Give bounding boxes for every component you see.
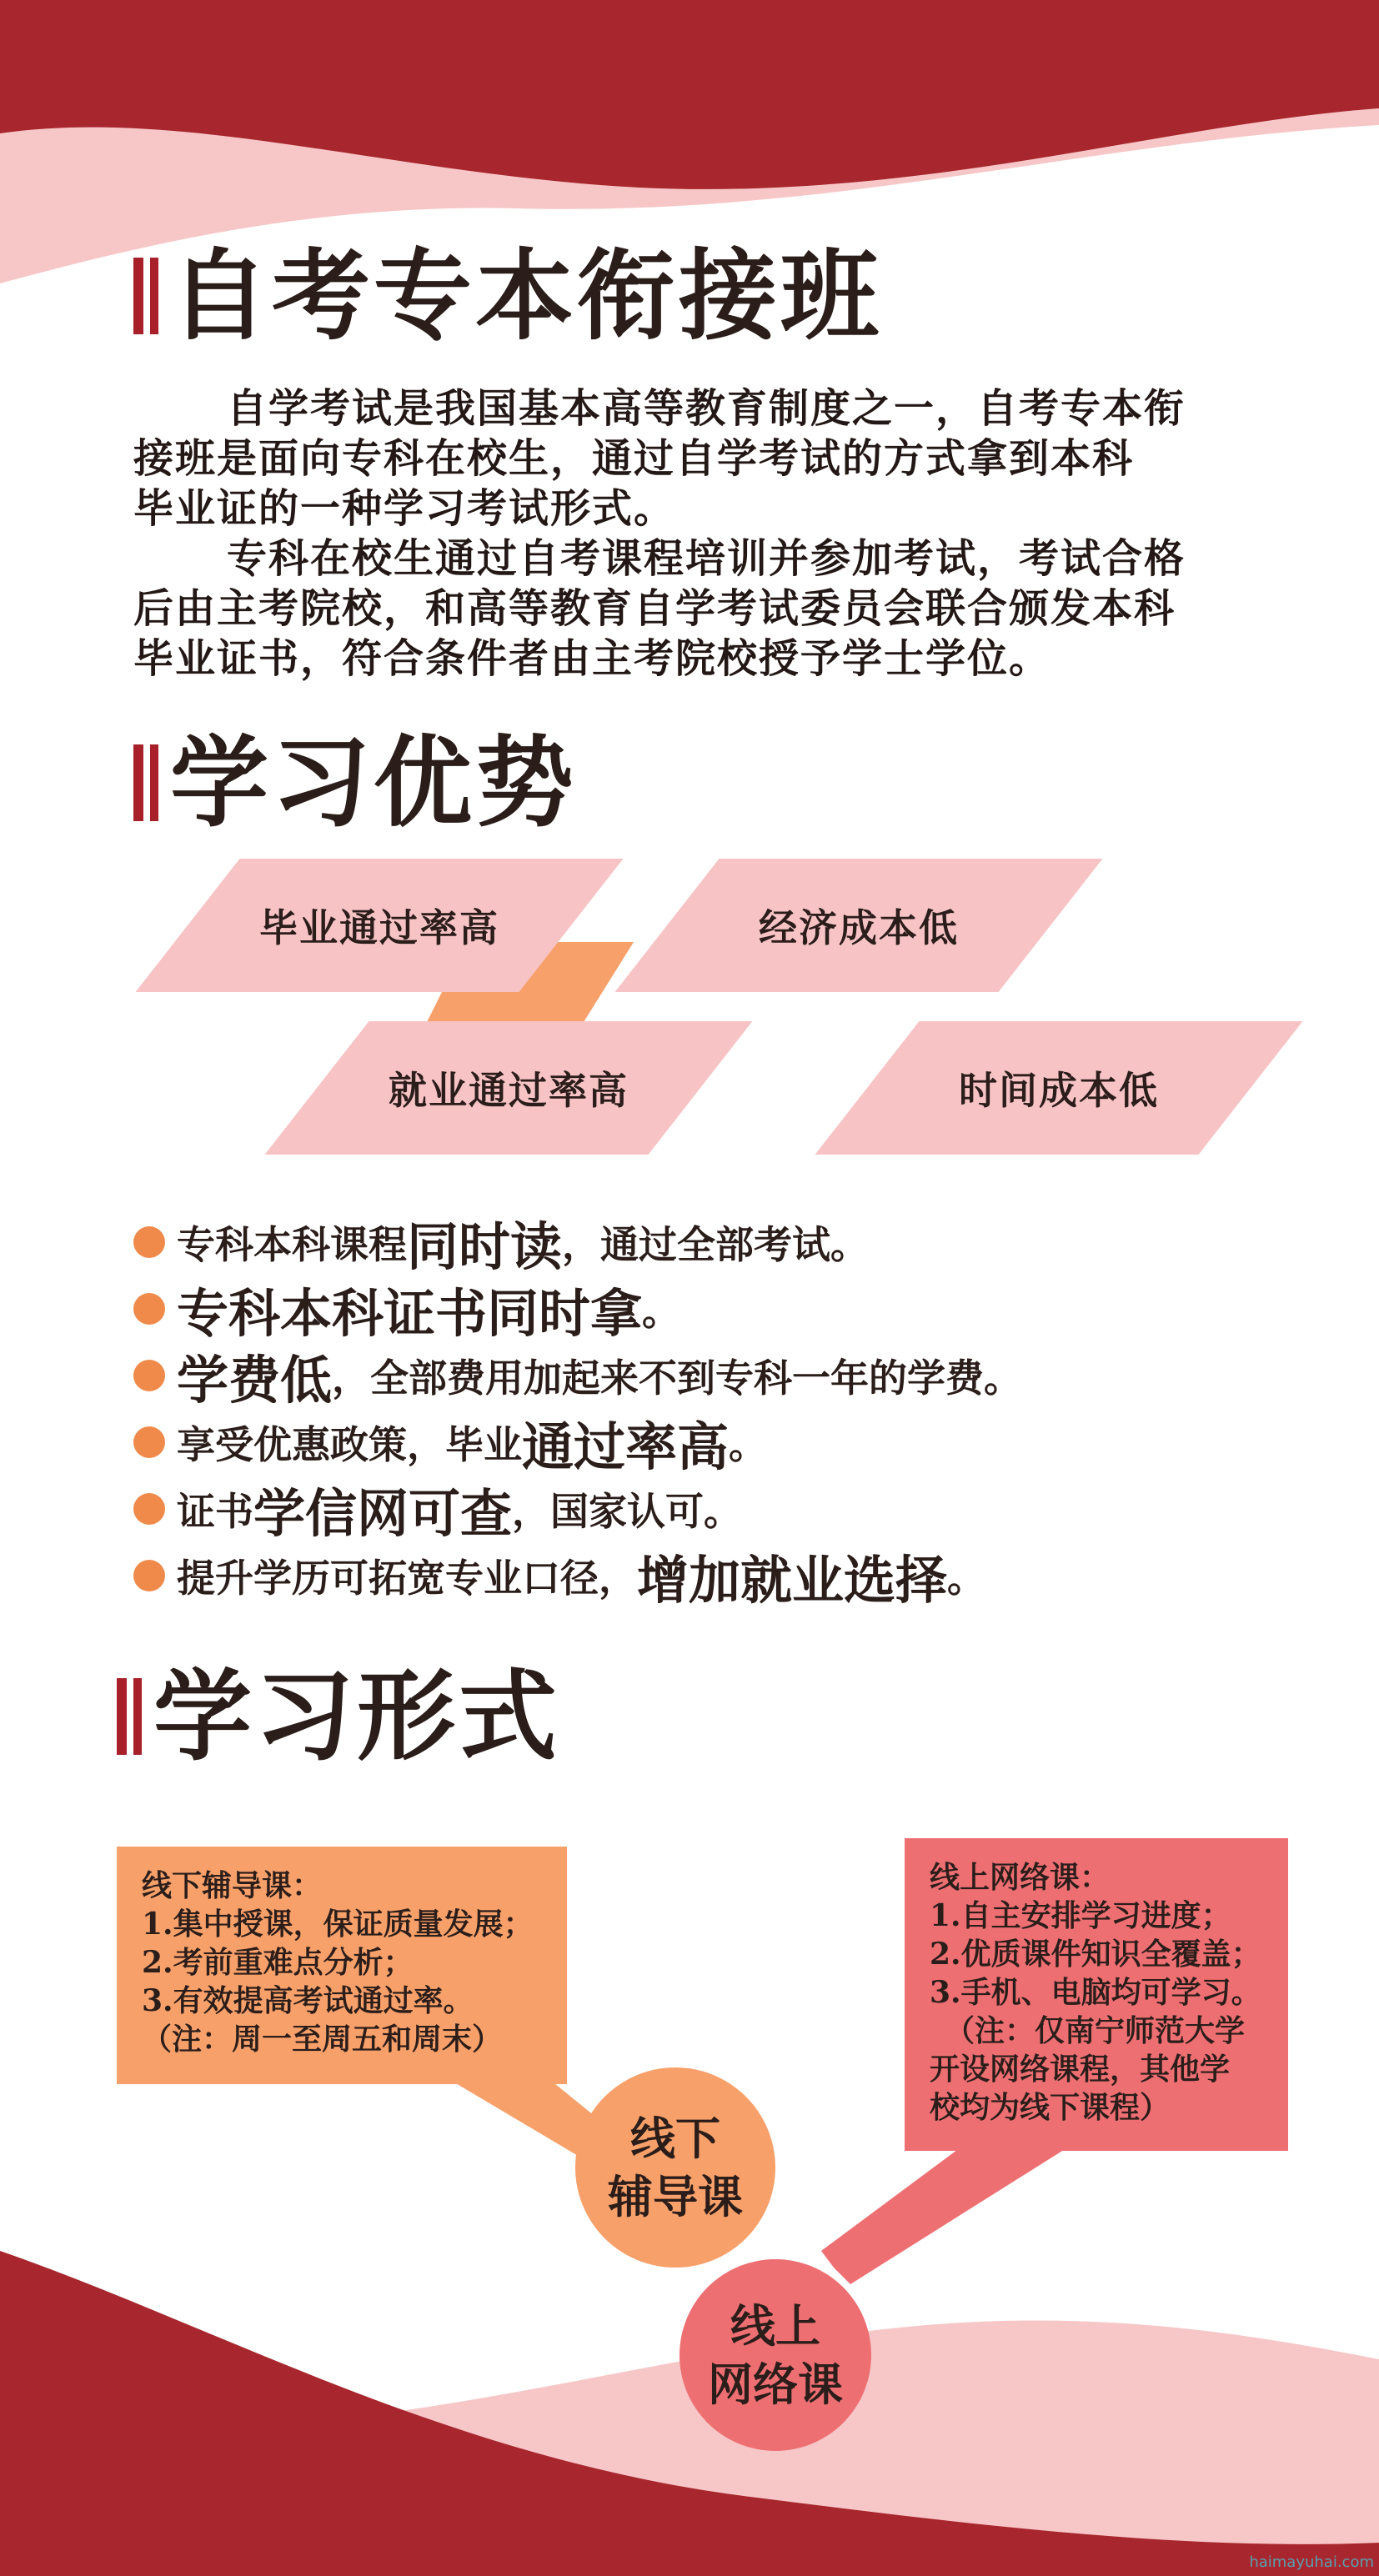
bullet-dot-icon [133,1293,165,1325]
section-title-advantages [133,724,578,840]
box-note: 校均为线下课程） [930,2090,1171,2125]
list-item [133,1275,1022,1342]
box-note: （注：仅南宁师范大学 [945,2013,1246,2048]
title-bars-icon [133,744,158,821]
box-note: 开设网络课程，其他学 [930,2052,1231,2087]
text: 。 [729,1422,768,1467]
box-line: 3.手机、电脑均可学习。 [930,1975,1261,2010]
highlight-text: 增加就业选择 [637,1549,948,1611]
highlight-text: 学费低 [177,1349,333,1411]
list-item [133,1476,1022,1542]
text-line: 专科在校生通过自考课程培训并参加考试，考试合格 [227,535,1186,582]
box-heading: 线上网络课： [930,1860,1111,1895]
highlight-text: 通过率高 [522,1416,730,1477]
online-box-pointer [834,2142,1076,2284]
bullet-dot-icon [133,1426,165,1458]
advantage-label: 时间成本低 [959,1068,1159,1113]
highlight-text: 学信网可查 [253,1482,513,1544]
list-item [133,1409,1022,1476]
title-bars-icon [133,258,158,334]
title-bars-icon [117,1678,142,1755]
list-item [133,1342,1022,1409]
text: ，通过全部考试。 [562,1222,870,1267]
box-line: 2.优质课件知识全覆盖； [930,1937,1261,1972]
badge-line: 辅导课 [608,2170,743,2223]
text-line: 自学考试是我国基本高等教育制度之一，自考专本衔 [227,385,1186,432]
badge-line: 线下 [630,2112,720,2165]
text: 。 [642,1289,681,1334]
box-line: 1.自主安排学习进度； [930,1898,1231,1933]
section-title-text: 自考专本衔接班 [170,238,883,353]
intro-paragraph-2 [133,534,1276,684]
text: 专科本科课程 [177,1222,407,1267]
bullet-dot-icon [133,1560,165,1591]
text: 。 [947,1556,986,1601]
text: ，全部费用加起来不到专科一年的学费。 [332,1356,1023,1401]
advantage-label: 就业通过率高 [389,1068,629,1113]
text: 享受优惠政策，毕业 [177,1422,522,1467]
advantage-label: 毕业通过率高 [259,905,499,950]
advantage-list [133,1209,1022,1609]
text-line: 后由主考院校，和高等教育自学考试委员会联合颁发本科 [133,585,1176,632]
online-course-box [905,1838,1288,2151]
bullet-dot-icon [133,1493,165,1525]
text: 提升学历可拓宽专业口径， [177,1556,637,1601]
offline-course-badge [575,2067,775,2268]
text-line: 接班是面向专科在校生，通过自学考试的方式拿到本科 [133,435,1135,482]
box-line: 2.考前重难点分析； [142,1945,414,1980]
section-title-text: 学习形式 [153,1658,561,1774]
section-title-intro [133,238,883,353]
highlight-text: 专科本科证书同时拿 [177,1282,643,1344]
badge-line: 网络课 [708,2358,843,2411]
advantage-label: 经济成本低 [759,905,959,950]
box-note: （注：周一至周五和周末） [142,2022,503,2057]
list-item [133,1542,1022,1609]
bullet-dot-icon [133,1226,165,1258]
list-item [133,1209,1022,1275]
highlight-text: 同时读 [407,1215,563,1277]
box-line: 1.集中授课，保证质量发展； [142,1907,534,1942]
box-heading: 线下辅导课： [142,1868,323,1903]
intro-paragraph-1 [133,383,1276,534]
section-title-forms [117,1658,561,1774]
online-course-badge [679,2259,871,2451]
text-line: 毕业证书，符合条件者由主考院校授予学士学位。 [133,635,1051,682]
text-line: 毕业证的一种学习考试形式。 [133,485,676,532]
text: ，国家认可。 [512,1489,743,1534]
offline-course-box [117,1847,567,2084]
bullet-dot-icon [133,1360,165,1391]
badge-line: 线上 [730,2299,820,2353]
text: 证书 [177,1489,253,1534]
box-line: 3.有效提高考试通过率。 [142,1983,474,2018]
watermark: haimayuhai.com [1249,2553,1374,2571]
section-title-text: 学习优势 [170,724,578,840]
